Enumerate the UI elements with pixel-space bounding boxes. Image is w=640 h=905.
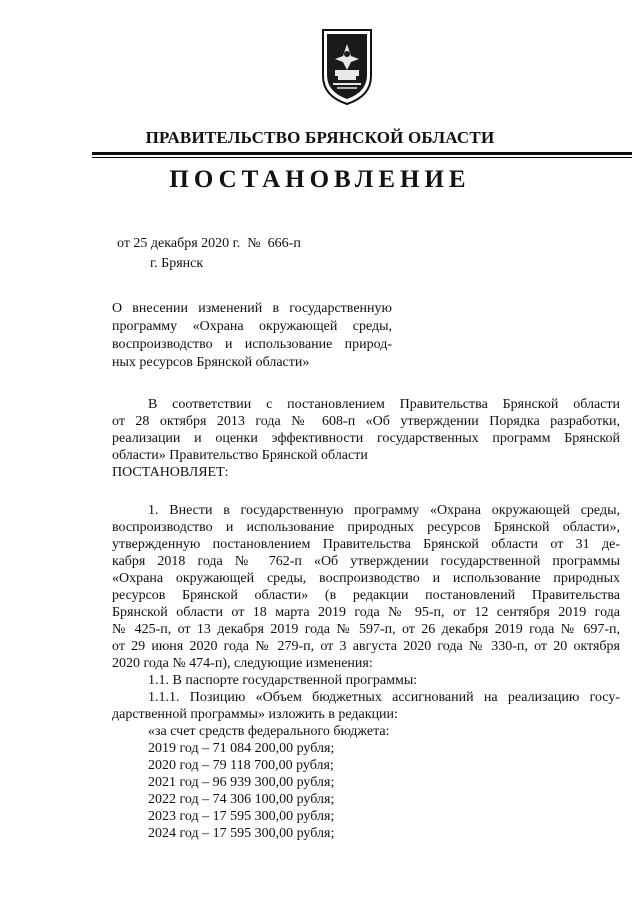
- header-rule-thin: [92, 157, 632, 158]
- preamble: [112, 396, 620, 481]
- budget-year-line: 2020 год – 79 118 700,00 рубля;: [148, 758, 334, 773]
- document-city: г. Брянск: [150, 256, 204, 271]
- coat-of-arms-icon: [317, 26, 377, 108]
- budget-year-line: 2022 год – 74 306 100,00 рубля;: [148, 792, 335, 807]
- item-1-line: утвержденную постановлением Правительства Брянской области от 31 де-: [112, 537, 620, 552]
- item-1-line: кабря 2018 года № 762-п «Об утверждении государственной программы: [112, 554, 620, 569]
- budget-year-line: 2019 год – 71 084 200,00 рубля;: [148, 741, 335, 756]
- preamble-line: от 28 октября 2013 года № 608-п «Об утверждении Порядка разработки,: [112, 414, 620, 429]
- preamble-line: области» Правительство Брянской области: [112, 448, 368, 463]
- item-1: [112, 502, 620, 842]
- subject-line: воспроизводство и использование природ-: [112, 337, 392, 352]
- government-title: ПРАВИТЕЛЬСТВО БРЯНСКОЙ ОБЛАСТИ: [145, 128, 495, 147]
- subject-line: О внесении изменений в государственную: [112, 301, 392, 316]
- preamble-line: реализации и оценки эффективности государственных программ Брянской: [112, 431, 620, 446]
- federal-budget-heading: «за счет средств федерального бюджета:: [148, 724, 390, 739]
- subject-line: программу «Охрана окружающей среды,: [112, 319, 392, 334]
- budget-year-line: 2023 год – 17 595 300,00 рубля;: [148, 809, 335, 824]
- subject-line: ных ресурсов Брянской области»: [112, 355, 310, 370]
- item-1-line: № 425-п, от 13 декабря 2019 года № 597-п, от 26 декабря 2019 года № 697-п,: [112, 622, 620, 637]
- item-1-line: от 29 июня 2020 года № 279-п, от 3 августа 2020 года № 330-п, от 20 октября: [112, 639, 620, 654]
- document-subject: [112, 300, 392, 372]
- item-1-line: Брянской области от 18 марта 2019 года № 95-п, от 12 сентября 2019 года: [112, 605, 620, 620]
- item-1-1: 1.1. В паспорте государственной программы:: [148, 673, 418, 688]
- item-1-line: 2020 года № 474-п), следующие изменения:: [112, 656, 373, 671]
- budget-year-line: 2021 год – 96 939 300,00 рубля;: [148, 775, 335, 790]
- document-type-title: ПОСТАНОВЛЕНИЕ: [169, 166, 471, 193]
- header-rule-thick: [92, 152, 632, 155]
- item-1-1-1-line: дарственной программы» изложить в редакции:: [112, 707, 398, 722]
- item-1-1-1-line: 1.1.1. Позицию «Объем бюджетных ассигнований на реализацию госу-: [148, 690, 620, 705]
- budget-year-line: 2024 год – 17 595 300,00 рубля;: [148, 826, 335, 841]
- item-1-line: 1. Внести в государственную программу «Охрана окружающей среды,: [148, 503, 620, 518]
- item-1-line: ресурсов Брянской области» (в редакции постановлений Правительства: [112, 588, 620, 603]
- item-1-line: воспроизводство и использование природных ресурсов Брянской области»,: [112, 520, 620, 535]
- item-1-line: «Охрана окружающей среды, воспроизводство и использование природных: [112, 571, 620, 586]
- preamble-line: В соответствии с постановлением Правительства Брянской области: [148, 397, 620, 412]
- document-date-number: от 25 декабря 2020 г. № 666-п: [117, 236, 301, 251]
- preamble-line: ПОСТАНОВЛЯЕТ:: [112, 465, 229, 480]
